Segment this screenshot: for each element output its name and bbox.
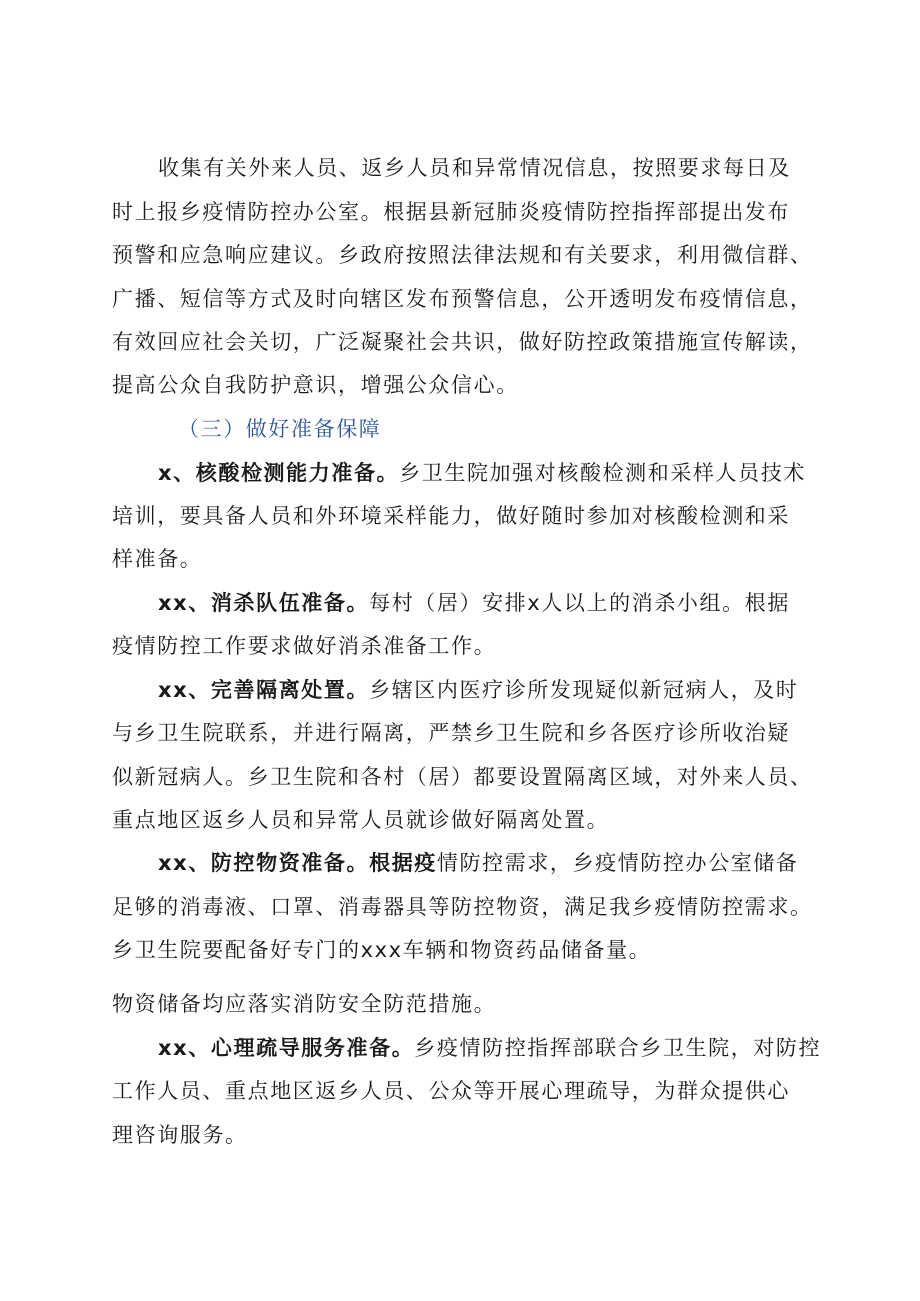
item-title: xx、防控物资准备。根据疫 <box>158 851 437 875</box>
paragraph-line: 提高公众自我防护意识，增强公众信心。 <box>112 373 519 397</box>
paragraph-line: 疫情防控工作要求做好消杀准备工作。 <box>112 634 497 658</box>
paragraph-line: 与乡卫生院联系，并进行隔离，严禁乡卫生院和乡各医疗诊所收治疑 <box>112 721 790 745</box>
item-text: 乡卫生院加强对核酸检测和采样人员技术 <box>399 461 806 485</box>
paragraph-line: 培训，要具备人员和外环境采样能力，做好随时参加对核酸检测和采 <box>112 504 790 528</box>
item-title: xx、完善隔离处置。 <box>158 678 370 702</box>
item-text: 每村（居）安排x人以上的消杀小组。根据 <box>369 591 790 615</box>
paragraph-line: 时上报乡疫情防控办公室。根据县新冠肺炎疫情防控指挥部提出发布 <box>112 200 790 224</box>
paragraph-line: 重点地区返乡人员和异常人员就诊做好隔离处置。 <box>112 808 610 832</box>
item-title: xx、心理疏导服务准备。 <box>158 1036 415 1060</box>
section-heading: （三）做好准备保障 <box>178 417 382 441</box>
paragraph-line: 有效回应社会关切，广泛凝聚社会共识，做好防控政策措施宣传解读， <box>112 330 813 354</box>
paragraph-line: 广播、短信等方式及时向辖区发布预警信息，公开透明发布疫情信息， <box>112 287 813 311</box>
paragraph-line: 足够的消毒液、口罩、消毒器具等防控物资，满足我乡疫情防控需求。 <box>112 895 813 919</box>
paragraph-line: 预警和应急响应建议。乡政府按照法律法规和有关要求，利用微信群、 <box>112 243 813 267</box>
item-text: 乡疫情防控指挥部联合乡卫生院，对防控 <box>414 1036 822 1060</box>
paragraph-line: 样准备。 <box>112 547 203 571</box>
item-first-line <box>158 588 790 618</box>
paragraph-line: 似新冠病人。乡卫生院和各村（居）都要设置隔离区域，对外来人员、 <box>112 765 813 789</box>
item-first-line <box>158 1033 821 1063</box>
item-text: 乡辖区内医疗诊所发现疑似新冠病人，及时 <box>369 678 799 702</box>
paragraph-line: 理咨询服务。 <box>112 1123 248 1147</box>
item-first-line <box>158 458 806 488</box>
item-first-line <box>158 848 799 878</box>
item-text: 情防控需求，乡疫情防控办公室储备 <box>436 851 799 875</box>
note-line: 物资储备均应落实消防安全防范措施。 <box>112 992 497 1016</box>
paragraph-line: 乡卫生院要配备好专门的xxx车辆和物资药品储备量。 <box>112 938 652 962</box>
paragraph-line: 收集有关外来人员、返乡人员和异常情况信息，按照要求每日及 <box>158 156 791 180</box>
paragraph-line: 工作人员、重点地区返乡人员、公众等开展心理疏导，为群众提供心 <box>112 1079 790 1103</box>
item-first-line <box>158 675 799 705</box>
item-title: x、核酸检测能力准备。 <box>158 461 400 485</box>
item-title: xx、消杀队伍准备。 <box>158 591 370 615</box>
